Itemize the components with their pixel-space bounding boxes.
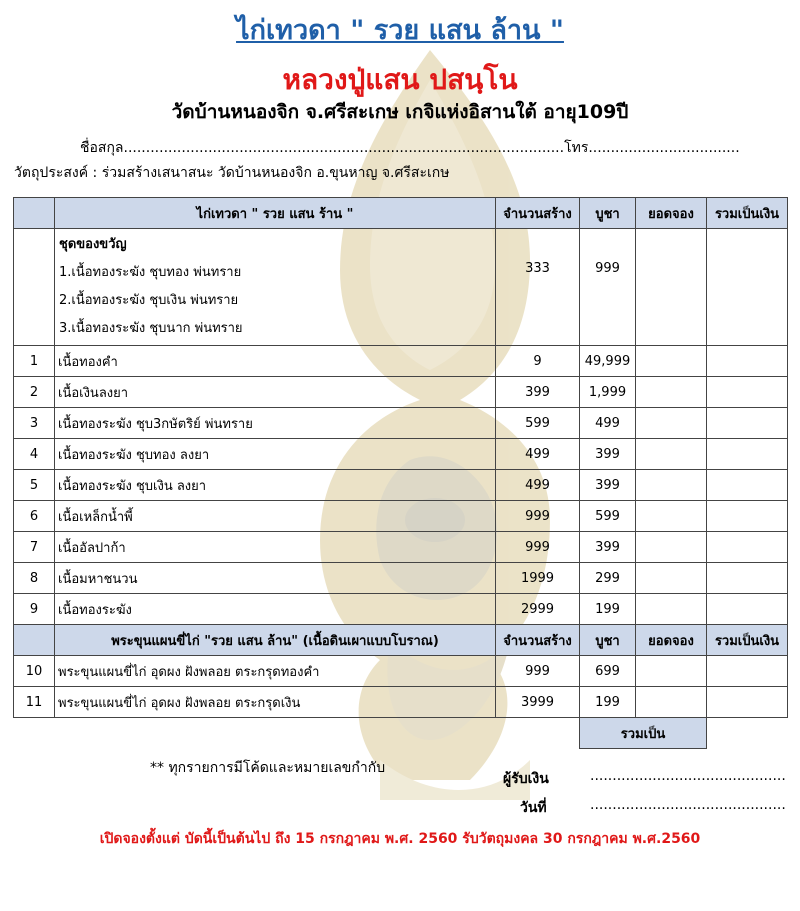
row-no: 10 [14, 656, 55, 687]
row-price: 499 [580, 408, 636, 439]
row-price: 199 [580, 687, 636, 718]
page-title: ไก่เทวดา " รวย แสน ล้าน " [236, 15, 564, 46]
gift-set-cell [55, 229, 496, 346]
table-row [14, 377, 788, 408]
row-reserve-cell[interactable] [636, 346, 707, 377]
table-row [14, 532, 788, 563]
row-item-name: เนื้ออัลปาก้า [55, 532, 496, 563]
row-price: 599 [580, 501, 636, 532]
row-reserve-cell[interactable] [636, 501, 707, 532]
row-price: 199 [580, 594, 636, 625]
order-table [13, 197, 788, 749]
row-price: 399 [580, 439, 636, 470]
table-row [14, 563, 788, 594]
row-reserve-cell[interactable] [636, 408, 707, 439]
row-qty: 999 [496, 532, 580, 563]
payer-field[interactable]: ............................................ [590, 768, 786, 784]
table-header-amulet [14, 625, 788, 656]
code-note: ** ทุกรายการมีโค้ดและหมายเลขกำกับ [150, 760, 386, 776]
gift-set-total-cell[interactable] [707, 229, 788, 346]
row-total-cell[interactable] [707, 532, 788, 563]
row-qty: 3999 [496, 687, 580, 718]
row-reserve-cell[interactable] [636, 532, 707, 563]
gift-set-price: 999 [580, 229, 636, 346]
row-no: 1 [14, 346, 55, 377]
payer-label: ผู้รับเงิน [503, 771, 549, 787]
sum-row [14, 718, 788, 749]
header2-item-name: พระขุนแผนขี่ไก่ "รวย แสน ล้าน" (เนื้อดินเผาแบบโบราณ) [55, 625, 496, 656]
header-no [14, 198, 55, 229]
table-row [14, 594, 788, 625]
header2-qty: จำนวนสร้าง [496, 625, 580, 656]
date-label: วันที่ [520, 800, 547, 816]
table-row [14, 470, 788, 501]
gift-set-line: 1.เนื้อทองระฆัง ชุบทอง พ่นทราย [59, 265, 242, 280]
row-total-cell[interactable] [707, 563, 788, 594]
row-reserve-cell[interactable] [636, 563, 707, 594]
row-item-name: เนื้อทองระฆัง ชุบทอง ลงยา [55, 439, 496, 470]
amulet-rows [14, 656, 788, 718]
row-reserve-cell[interactable] [636, 439, 707, 470]
row-no: 11 [14, 687, 55, 718]
row-total-cell[interactable] [707, 594, 788, 625]
row-price: 1,999 [580, 377, 636, 408]
row-reserve-cell[interactable] [636, 594, 707, 625]
gift-set-line: 2.เนื้อทองระฆัง ชุบเงิน พ่นทราย [59, 293, 239, 308]
header2-total: รวมเป็นเงิน [707, 625, 788, 656]
row-item-name: พระขุนแผนขี่ไก่ อุดผง ฝังพลอย ตระกรุดเงิน [55, 687, 496, 718]
row-price: 49,999 [580, 346, 636, 377]
table-row-gift-set [14, 229, 788, 346]
row-total-cell[interactable] [707, 501, 788, 532]
name-phone-line: ชื่อสกุล...................................................................................................โทร.................................. [80, 140, 740, 156]
row-no: 9 [14, 594, 55, 625]
row-qty: 2999 [496, 594, 580, 625]
header2-price: บูชา [580, 625, 636, 656]
row-total-cell[interactable] [707, 687, 788, 718]
row-no: 7 [14, 532, 55, 563]
row-item-name: เนื้อทองระฆัง [55, 594, 496, 625]
table-row [14, 439, 788, 470]
row-qty: 599 [496, 408, 580, 439]
header-qty: จำนวนสร้าง [496, 198, 580, 229]
date-field[interactable]: ............................................ [590, 797, 786, 813]
header-reserve: ยอดจอง [636, 198, 707, 229]
header-total: รวมเป็นเงิน [707, 198, 788, 229]
temple-info: วัดบ้านหนองจิก จ.ศรีสะเกษ เกจิแห่งอิสานใต้ อายุ109ปี [171, 101, 629, 123]
row-qty: 1999 [496, 563, 580, 594]
row-item-name: เนื้อทองระฆัง ชุบเงิน ลงยา [55, 470, 496, 501]
row-total-cell[interactable] [707, 346, 788, 377]
row-no: 5 [14, 470, 55, 501]
gift-set-reserve-cell[interactable] [636, 229, 707, 346]
item-rows [14, 346, 788, 625]
row-item-name: เนื้อทองคำ [55, 346, 496, 377]
table-header [14, 198, 788, 229]
row-qty: 499 [496, 439, 580, 470]
row-no: 8 [14, 563, 55, 594]
row-item-name: เนื้อเหล็กน้ำพี้ [55, 501, 496, 532]
row-price: 399 [580, 470, 636, 501]
row-no: 3 [14, 408, 55, 439]
row-item-name: เนื้อมหาชนวน [55, 563, 496, 594]
row-reserve-cell[interactable] [636, 377, 707, 408]
gift-set-no [14, 229, 55, 346]
row-reserve-cell[interactable] [636, 656, 707, 687]
row-no: 6 [14, 501, 55, 532]
row-price: 299 [580, 563, 636, 594]
booking-period: เปิดจองตั้งแต่ บัดนี้เป็นต้นไป ถึง 15 กรกฎาคม พ.ศ. 2560 รับวัตถุมงคล 30 กรกฎาคม พ.ศ.2560 [99, 831, 701, 847]
row-reserve-cell[interactable] [636, 470, 707, 501]
row-no: 2 [14, 377, 55, 408]
row-qty: 399 [496, 377, 580, 408]
table-row [14, 656, 788, 687]
gift-set-line: 3.เนื้อทองระฆัง ชุบนาก พ่นทราย [59, 321, 243, 336]
table-row [14, 501, 788, 532]
gift-set-qty: 333 [496, 229, 580, 346]
row-price: 399 [580, 532, 636, 563]
monk-name: หลวงปู่แสน ปสนฺโน [282, 63, 518, 96]
table-row [14, 687, 788, 718]
sum-label: รวมเป็น [580, 718, 707, 749]
row-item-name: พระขุนแผนขี่ไก่ อุดผง ฝังพลอย ตระกรุดทองคำ [55, 656, 496, 687]
table-row [14, 408, 788, 439]
row-reserve-cell[interactable] [636, 687, 707, 718]
row-total-cell[interactable] [707, 470, 788, 501]
gift-set-title: ชุดของขวัญ [59, 237, 127, 252]
table-row [14, 346, 788, 377]
row-qty: 999 [496, 656, 580, 687]
row-qty: 9 [496, 346, 580, 377]
row-no: 4 [14, 439, 55, 470]
header2-no [14, 625, 55, 656]
row-item-name: เนื้อทองระฆัง ชุบ3กษัตริย์ พ่นทราย [55, 408, 496, 439]
row-item-name: เนื้อเงินลงยา [55, 377, 496, 408]
header-item-name: ไก่เทวดา " รวย แสน ร้าน " [55, 198, 496, 229]
row-qty: 999 [496, 501, 580, 532]
row-qty: 499 [496, 470, 580, 501]
row-total-cell[interactable] [707, 439, 788, 470]
header-price: บูชา [580, 198, 636, 229]
purpose-line: วัตถุประสงค์ : ร่วมสร้างเสนาสนะ วัดบ้านหนองจิก อ.ขุนหาญ จ.ศรีสะเกษ [14, 165, 450, 181]
row-total-cell[interactable] [707, 377, 788, 408]
row-total-cell[interactable] [707, 408, 788, 439]
header2-reserve: ยอดจอง [636, 625, 707, 656]
row-total-cell[interactable] [707, 656, 788, 687]
row-price: 699 [580, 656, 636, 687]
